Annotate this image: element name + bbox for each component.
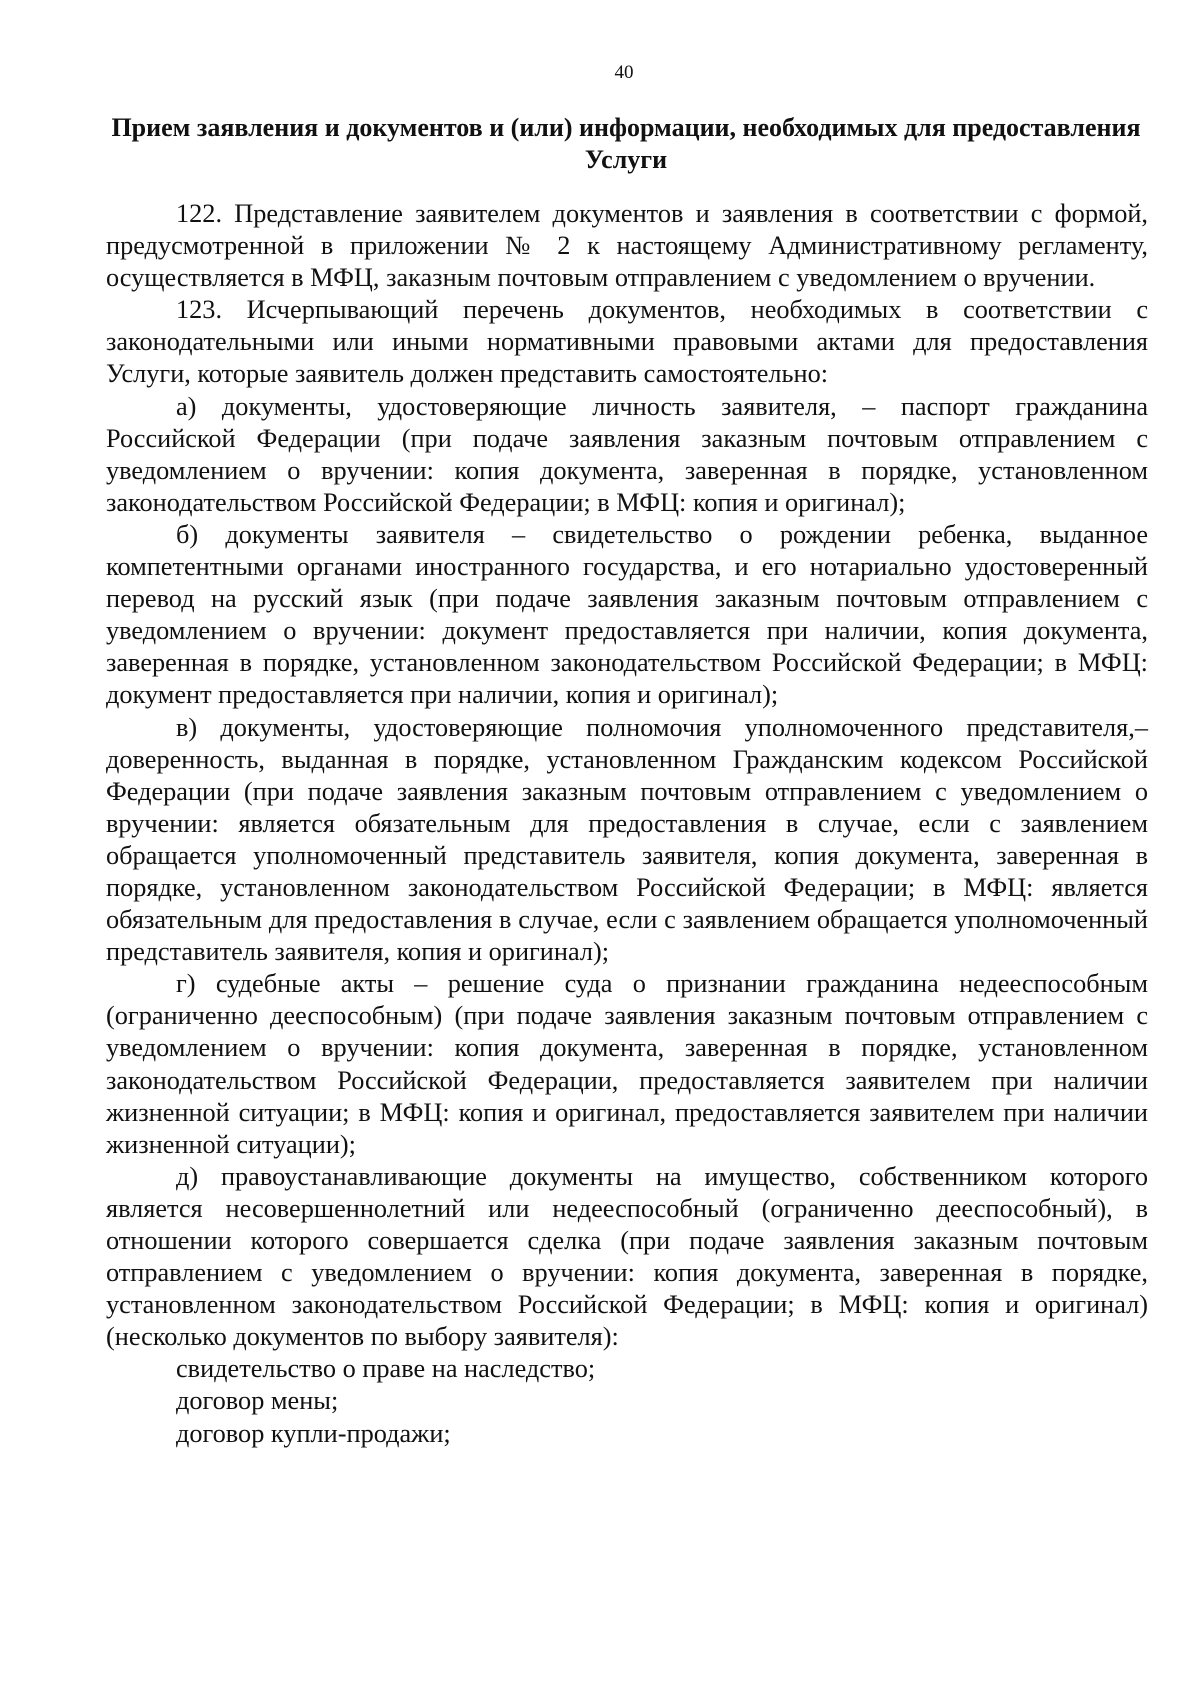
paragraph-item-d: д) правоустанавливающие документы на имущество, собственником которого является несовершеннолетний или недееспособный (ограниченно дееспособный), в отношении которого совершается сделка (при подаче заявления заказным почтовым отправлением с уведомлением о вручении: копия документа, заверенная в порядке, установленном законодательством Российской Федерации; в МФЦ: копия и оригинал) (несколько документов по выбору заявителя): (106, 1161, 1148, 1352)
paragraph-item-b: б) документы заявителя – свидетельство о рождении ребенка, выданное компетентными органами иностранного государства, и его нотариально удостоверенный перевод на русский язык (при подаче заявления заказным почтовым отправлением с уведомлением о вручении: документ предоставляется при наличии, копия документа, заверенная в порядке, установленном законодательством Российской Федерации; в МФЦ: документ предоставляется при наличии, копия и оригинал); (106, 519, 1148, 710)
paragraph-122: 122. Представление заявителем документов и заявления в соответствии с формой, предусмотренной в приложении № 2 к настоящему Административному регламенту, осуществляется в МФЦ, заказным почтовым отправлением с уведомлением о вручении. (106, 199, 1148, 293)
document-body (106, 198, 1148, 1450)
list-item-sale-contract: договор купли-продажи; (176, 1418, 451, 1448)
paragraph-item-a: а) документы, удостоверяющие личность заявителя, – паспорт гражданина Российской Федерации (при подаче заявления заказным почтовым отправлением с уведомлением о вручении: копия документа, заверенная в порядке, установленном законодательством Российской Федерации; в МФЦ: копия и оригинал); (106, 391, 1148, 517)
list-item-inheritance-certificate: свидетельство о праве на наследство; (176, 1354, 596, 1384)
paragraph-item-v: в) документы, удостоверяющие полномочия уполномоченного представителя,– доверенность, выданная в порядке, установленном Гражданским кодексом Российской Федерации (при подаче заявления заказным почтовым отправлением с уведомлением о вручении: является обязательным для предоставления в случае, если с заявлением обращается уполномоченный представитель заявителя, копия документа, заверенная в порядке, установленном законодательством Российской Федерации; в МФЦ: является обязательным для предоставления в случае, если с заявлением обращается уполномоченный представитель заявителя, копия и оригинал); (106, 712, 1148, 967)
paragraph-123: 123. Исчерпывающий перечень документов, необходимых в соответствии с законодательными или иными нормативными правовыми актами для предоставления Услуги, которые заявитель должен представить самостоятельно: (106, 295, 1148, 389)
page-number: 40 (614, 62, 634, 83)
list-item-exchange-contract: договор мены; (176, 1386, 339, 1416)
paragraph-item-g: г) судебные акты – решение суда о признании гражданина недееспособным (ограниченно дееспособным) (при подаче заявления заказным почтовым отправлением с уведомлением о вручении: копия документа, заверенная в порядке, установленном законодательством Российской Федерации, предоставляется заявителем при наличии жизненной ситуации; в МФЦ: копия и оригинал, предоставляется заявителем при наличии жизненной ситуации); (106, 969, 1148, 1159)
section-title: Прием заявления и документов и (или) информации, необходимых для предоставления Услуги (111, 113, 1141, 174)
